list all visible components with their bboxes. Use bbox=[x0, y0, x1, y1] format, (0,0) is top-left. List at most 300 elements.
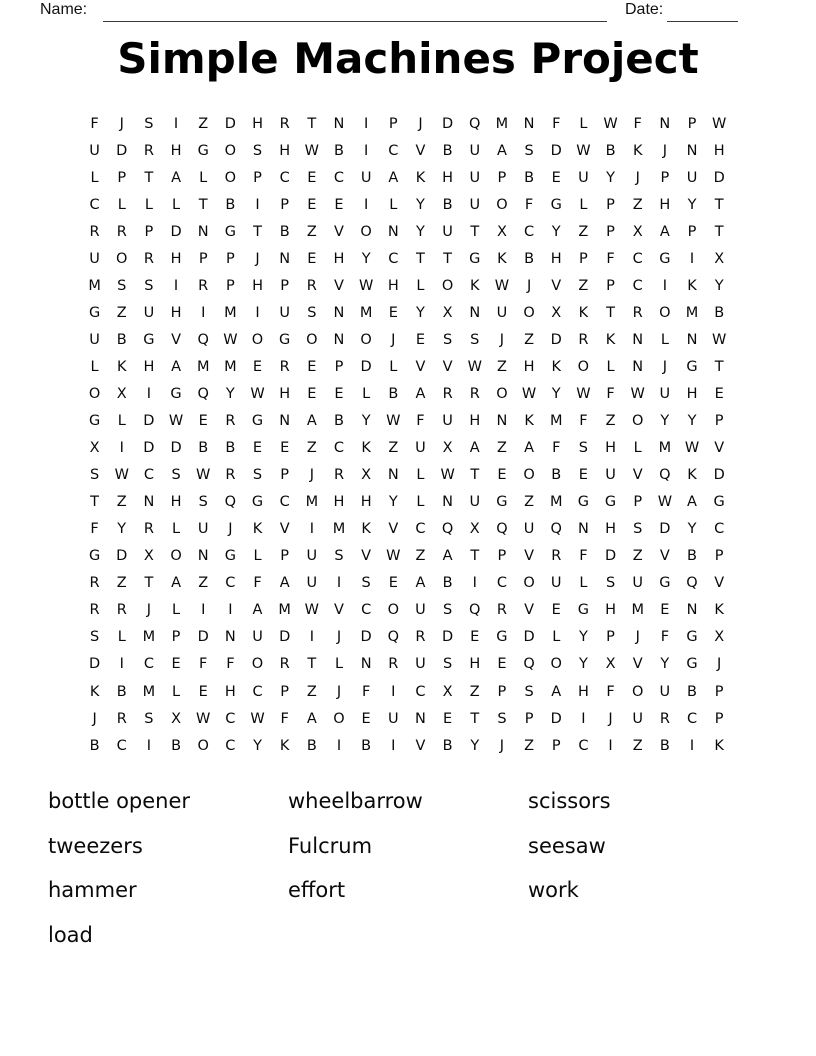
grid-letter: Q bbox=[441, 521, 454, 538]
grid-letter: R bbox=[89, 223, 100, 240]
grid-letter: Y bbox=[687, 521, 697, 538]
grid-letter: R bbox=[469, 385, 480, 402]
grid-letter: N bbox=[197, 548, 209, 565]
grid-letter: D bbox=[550, 710, 562, 727]
grid-letter: O bbox=[659, 304, 671, 321]
grid-letter: U bbox=[659, 385, 671, 402]
grid-letter: G bbox=[88, 304, 101, 321]
grid-letter: S bbox=[144, 277, 154, 294]
grid-letter: U bbox=[279, 304, 290, 321]
grid-letter: U bbox=[306, 575, 318, 592]
grid-letter: J bbox=[92, 710, 97, 727]
grid-letter: K bbox=[116, 358, 127, 375]
grid-letter: R bbox=[143, 142, 154, 159]
grid-letter: B bbox=[687, 683, 697, 700]
grid-letter: L bbox=[253, 548, 262, 565]
grid-letter: G bbox=[88, 548, 101, 565]
grid-letter: I bbox=[255, 196, 260, 213]
grid-letter: T bbox=[253, 223, 262, 240]
grid-letter: L bbox=[199, 169, 208, 186]
grid-letter: S bbox=[633, 521, 643, 538]
grid-letter: T bbox=[470, 467, 480, 484]
grid-letter: H bbox=[659, 196, 671, 213]
grid-letter: W bbox=[114, 467, 129, 484]
grid-letter: H bbox=[279, 142, 291, 159]
grid-letter: L bbox=[389, 358, 398, 375]
grid-letter: P bbox=[253, 169, 262, 186]
grid-letter: S bbox=[470, 331, 480, 348]
grid-letter: Z bbox=[632, 548, 643, 565]
grid-letter: P bbox=[714, 710, 724, 727]
grid-letter: F bbox=[552, 440, 561, 457]
grid-letter: P bbox=[280, 467, 290, 484]
grid-letter: W bbox=[440, 467, 455, 484]
grid-letter: Z bbox=[524, 737, 535, 754]
grid-letter: J bbox=[418, 115, 423, 132]
grid-letter: C bbox=[225, 575, 236, 592]
grid-letter: T bbox=[470, 710, 480, 727]
grid-letter: M bbox=[549, 494, 563, 511]
grid-letter: F bbox=[416, 413, 425, 430]
grid-letter: R bbox=[306, 277, 317, 294]
grid-letter: S bbox=[117, 277, 127, 294]
grid-letter: N bbox=[632, 331, 644, 348]
grid-letter: I bbox=[581, 710, 586, 727]
grid-letter: L bbox=[416, 494, 425, 511]
grid-letter: R bbox=[442, 385, 453, 402]
grid-letter: P bbox=[280, 277, 290, 294]
grid-letter: L bbox=[362, 385, 371, 402]
grid-letter: P bbox=[280, 196, 290, 213]
grid-letter: P bbox=[524, 710, 534, 727]
grid-letter: C bbox=[415, 521, 426, 538]
grid-letter: T bbox=[144, 575, 154, 592]
grid-letter: E bbox=[551, 602, 561, 619]
grid-letter: M bbox=[359, 304, 373, 321]
grid-letter: D bbox=[442, 629, 454, 646]
grid-letter: R bbox=[143, 521, 154, 538]
grid-letter: E bbox=[415, 331, 426, 348]
grid-letter: R bbox=[388, 656, 399, 673]
name-blank-line bbox=[103, 1, 607, 22]
grid-letter: I bbox=[391, 737, 396, 754]
grid-letter: V bbox=[334, 223, 344, 240]
grid-letter: K bbox=[605, 331, 616, 348]
grid-letter: P bbox=[551, 737, 561, 754]
grid-letter: I bbox=[336, 575, 342, 592]
grid-letter: E bbox=[307, 358, 317, 375]
grid-letter: I bbox=[309, 521, 314, 538]
grid-letter: W bbox=[494, 277, 510, 294]
grid-letter: I bbox=[689, 737, 695, 754]
grid-letter: O bbox=[360, 331, 372, 348]
grid-letter: J bbox=[608, 710, 613, 727]
grid-letter: L bbox=[172, 602, 181, 619]
grid-letter: O bbox=[523, 467, 535, 484]
grid-letter: T bbox=[416, 250, 425, 267]
grid-letter: V bbox=[632, 467, 643, 484]
grid-letter: W bbox=[223, 331, 238, 348]
grid-letter: O bbox=[523, 304, 535, 321]
grid-letter: L bbox=[660, 331, 669, 348]
grid-letter: P bbox=[579, 250, 588, 267]
grid-letter: H bbox=[523, 358, 535, 375]
grid-letter: P bbox=[497, 683, 507, 700]
grid-letter: P bbox=[714, 683, 724, 700]
grid-letter: S bbox=[252, 142, 263, 159]
grid-letter: E bbox=[307, 250, 317, 267]
grid-letter: Y bbox=[361, 250, 371, 267]
grid-letter: V bbox=[524, 602, 535, 619]
grid-letter: K bbox=[415, 169, 426, 186]
grid-letter: I bbox=[255, 304, 260, 321]
grid-letter: Y bbox=[551, 223, 561, 240]
grid-letter: V bbox=[415, 358, 426, 375]
grid-letter: G bbox=[251, 413, 264, 430]
grid-letter: E bbox=[388, 575, 398, 592]
grid-letter: Z bbox=[605, 413, 616, 430]
grid-letter: P bbox=[280, 683, 290, 700]
grid-letter: P bbox=[606, 629, 615, 646]
grid-letter: E bbox=[171, 656, 181, 673]
grid-letter: E bbox=[307, 196, 317, 213]
grid-letter: I bbox=[309, 629, 314, 646]
grid-letter: S bbox=[171, 467, 181, 484]
grid-letter: D bbox=[523, 629, 535, 646]
grid-letter: N bbox=[632, 358, 644, 375]
word-bank-item: work bbox=[528, 878, 579, 903]
grid-letter: D bbox=[143, 440, 155, 457]
grid-letter: P bbox=[606, 196, 615, 213]
grid-letter: S bbox=[524, 683, 534, 700]
grid-letter: V bbox=[714, 575, 725, 592]
grid-letter: G bbox=[143, 331, 155, 348]
grid-letter: A bbox=[306, 413, 317, 430]
grid-letter: V bbox=[415, 737, 426, 754]
grid-letter: L bbox=[552, 629, 561, 646]
grid-letter: L bbox=[90, 169, 99, 186]
grid-letter: C bbox=[333, 169, 345, 186]
grid-letter: F bbox=[606, 250, 615, 267]
word-bank-item: bottle opener bbox=[48, 789, 191, 814]
grid-letter: S bbox=[89, 629, 100, 646]
grid-letter: K bbox=[687, 467, 697, 484]
grid-letter: O bbox=[306, 331, 318, 348]
grid-letter: P bbox=[280, 548, 290, 565]
grid-letter: B bbox=[659, 737, 670, 754]
grid-letter: W bbox=[576, 385, 591, 402]
grid-letter: A bbox=[659, 223, 670, 240]
grid-letter: J bbox=[635, 629, 640, 646]
grid-letter: E bbox=[660, 602, 670, 619]
grid-letter: R bbox=[279, 115, 290, 132]
grid-letter: T bbox=[470, 223, 480, 240]
grid-letter: O bbox=[333, 710, 345, 727]
grid-letter: E bbox=[252, 358, 263, 375]
grid-letter: K bbox=[524, 413, 534, 430]
grid-letter: I bbox=[201, 304, 206, 321]
grid-letter: U bbox=[415, 440, 426, 457]
grid-letter: B bbox=[89, 737, 100, 754]
word-bank-item: load bbox=[48, 922, 93, 947]
grid-letter: Q bbox=[197, 385, 209, 402]
grid-letter: U bbox=[578, 169, 589, 186]
grid-letter: V bbox=[334, 602, 344, 619]
grid-letter: V bbox=[171, 331, 181, 348]
grid-letter: T bbox=[307, 656, 317, 673]
grid-letter: C bbox=[388, 142, 399, 159]
grid-letter: Y bbox=[388, 494, 398, 511]
grid-letter: P bbox=[687, 223, 697, 240]
grid-letter: I bbox=[336, 737, 342, 754]
grid-letter: M bbox=[305, 494, 319, 511]
grid-letter: D bbox=[170, 440, 182, 457]
grid-letter: T bbox=[714, 223, 724, 240]
grid-letter: I bbox=[228, 602, 233, 619]
grid-letter: P bbox=[714, 413, 724, 430]
grid-letter: B bbox=[687, 548, 697, 565]
grid-letter: P bbox=[687, 115, 697, 132]
grid-letter: L bbox=[579, 575, 588, 592]
grid-letter: B bbox=[279, 223, 290, 240]
grid-letter: K bbox=[252, 521, 263, 538]
grid-letter: Y bbox=[470, 737, 480, 754]
grid-letter: A bbox=[171, 358, 181, 375]
grid-letter: X bbox=[632, 223, 643, 240]
grid-letter: R bbox=[116, 710, 127, 727]
word-bank-item: wheelbarrow bbox=[288, 789, 423, 814]
grid-letter: G bbox=[577, 494, 590, 511]
grid-letter: F bbox=[90, 115, 99, 132]
grid-letter: Y bbox=[660, 413, 670, 430]
grid-letter: H bbox=[170, 142, 182, 159]
grid-letter: S bbox=[89, 467, 100, 484]
grid-letter: Y bbox=[687, 196, 697, 213]
grid-letter: W bbox=[304, 602, 319, 619]
grid-letter: S bbox=[524, 142, 534, 159]
grid-letter: N bbox=[279, 413, 291, 430]
grid-letter: F bbox=[633, 115, 642, 132]
grid-letter: F bbox=[606, 385, 615, 402]
grid-letter: D bbox=[88, 656, 101, 673]
word-bank-column bbox=[288, 779, 528, 957]
grid-letter: U bbox=[496, 304, 508, 321]
grid-letter: S bbox=[361, 575, 371, 592]
grid-letter: Q bbox=[197, 331, 209, 348]
grid-letter: Z bbox=[578, 223, 589, 240]
grid-letter: Y bbox=[416, 223, 425, 240]
grid-letter: S bbox=[497, 710, 507, 727]
grid-letter: W bbox=[630, 385, 645, 402]
grid-letter: U bbox=[659, 683, 671, 700]
grid-letter: N bbox=[387, 223, 399, 240]
grid-letter: U bbox=[469, 494, 481, 511]
grid-letter: B bbox=[171, 737, 182, 754]
grid-letter: O bbox=[360, 223, 372, 240]
grid-letter: J bbox=[119, 115, 124, 132]
grid-letter: H bbox=[143, 358, 155, 375]
grid-letter: J bbox=[391, 331, 396, 348]
grid-letter: U bbox=[469, 142, 481, 159]
grid-letter: R bbox=[89, 575, 100, 592]
grid-letter: X bbox=[714, 250, 725, 267]
grid-letter: M bbox=[142, 629, 156, 646]
grid-letter: W bbox=[467, 358, 482, 375]
grid-letter: H bbox=[469, 656, 481, 673]
grid-letter: C bbox=[225, 710, 236, 727]
grid-letter: B bbox=[225, 196, 236, 213]
grid-letter: T bbox=[714, 196, 724, 213]
word-bank-item: hammer bbox=[48, 878, 137, 903]
grid-letter: P bbox=[225, 277, 235, 294]
grid-letter: B bbox=[524, 250, 535, 267]
grid-letter: S bbox=[307, 304, 317, 321]
grid-letter: O bbox=[88, 385, 101, 402]
grid-letter: D bbox=[713, 467, 725, 484]
grid-letter: J bbox=[499, 331, 505, 348]
grid-letter: Z bbox=[524, 494, 535, 511]
grid-letter: G bbox=[224, 548, 236, 565]
word-bank-item: scissors bbox=[528, 789, 611, 814]
grid-letter: M bbox=[88, 277, 101, 294]
word-bank-item: tweezers bbox=[48, 833, 143, 858]
grid-letter: Y bbox=[714, 277, 724, 294]
grid-letter: N bbox=[415, 710, 426, 727]
grid-letter: X bbox=[442, 683, 453, 700]
grid-letter: C bbox=[225, 737, 236, 754]
grid-letter: W bbox=[684, 440, 700, 457]
grid-letter: U bbox=[605, 467, 616, 484]
grid-letter: W bbox=[168, 413, 184, 430]
grid-letter: D bbox=[170, 223, 182, 240]
grid-letter: E bbox=[198, 683, 208, 700]
grid-letter: Z bbox=[306, 223, 317, 240]
grid-letter: H bbox=[279, 385, 291, 402]
grid-letter: K bbox=[470, 277, 480, 294]
grid-letter: T bbox=[714, 358, 724, 375]
grid-letter: X bbox=[171, 710, 182, 727]
grid-letter: X bbox=[469, 521, 480, 538]
grid-letter: M bbox=[332, 521, 346, 538]
grid-letter: F bbox=[579, 413, 588, 430]
grid-letter: N bbox=[197, 223, 209, 240]
grid-letter: V bbox=[388, 521, 399, 538]
grid-letter: L bbox=[117, 413, 126, 430]
grid-letter: W bbox=[250, 385, 265, 402]
grid-letter: I bbox=[173, 277, 179, 294]
grid-letter: F bbox=[253, 575, 262, 592]
grid-letter: N bbox=[686, 331, 698, 348]
grid-letter: H bbox=[577, 683, 589, 700]
grid-letter: J bbox=[662, 358, 667, 375]
grid-letter: O bbox=[631, 413, 644, 430]
grid-letter: M bbox=[224, 304, 237, 321]
grid-letter: M bbox=[224, 358, 237, 375]
grid-letter: C bbox=[333, 440, 345, 457]
grid-letter: P bbox=[117, 169, 127, 186]
grid-letter: I bbox=[662, 277, 667, 294]
grid-letter: K bbox=[361, 440, 371, 457]
grid-letter: N bbox=[333, 115, 345, 132]
grid-letter: C bbox=[89, 196, 100, 213]
grid-letter: M bbox=[631, 602, 644, 619]
grid-letter: V bbox=[632, 656, 643, 673]
grid-letter: J bbox=[146, 602, 152, 619]
grid-letter: Y bbox=[416, 196, 425, 213]
grid-letter: P bbox=[497, 548, 507, 565]
grid-letter: S bbox=[334, 548, 344, 565]
grid-letter: U bbox=[469, 196, 481, 213]
grid-letter: B bbox=[116, 683, 127, 700]
grid-letter: P bbox=[198, 250, 208, 267]
grid-letter: B bbox=[334, 413, 344, 430]
grid-letter: W bbox=[521, 385, 537, 402]
grid-letter: J bbox=[526, 277, 532, 294]
grid-letter: C bbox=[143, 656, 154, 673]
grid-letter: D bbox=[713, 169, 725, 186]
grid-letter: T bbox=[470, 548, 480, 565]
grid-letter: C bbox=[714, 521, 725, 538]
grid-letter: A bbox=[469, 440, 480, 457]
grid-letter: Q bbox=[469, 602, 481, 619]
grid-letter: U bbox=[632, 575, 644, 592]
grid-letter: A bbox=[252, 602, 263, 619]
grid-letter: Z bbox=[524, 331, 535, 348]
grid-letter: V bbox=[659, 548, 670, 565]
grid-letter: Z bbox=[116, 575, 127, 592]
grid-letter: B bbox=[442, 196, 453, 213]
grid-letter: E bbox=[307, 169, 317, 186]
grid-letter: U bbox=[89, 331, 100, 348]
grid-letter: G bbox=[604, 494, 617, 511]
grid-letter: K bbox=[632, 142, 643, 159]
grid-letter: K bbox=[714, 737, 724, 754]
grid-letter: T bbox=[307, 115, 317, 132]
grid-letter: H bbox=[605, 440, 616, 457]
grid-letter: F bbox=[199, 656, 208, 673]
grid-letter: N bbox=[577, 521, 589, 538]
grid-letter: C bbox=[632, 250, 643, 267]
grid-letter: E bbox=[497, 656, 507, 673]
grid-letter: S bbox=[443, 656, 453, 673]
grid-letter: R bbox=[496, 602, 507, 619]
grid-letter: P bbox=[633, 494, 643, 511]
grid-letter: N bbox=[224, 629, 236, 646]
word-bank-item: seesaw bbox=[528, 833, 606, 858]
grid-letter: I bbox=[119, 656, 124, 673]
grid-letter: T bbox=[443, 250, 453, 267]
grid-letter: A bbox=[442, 548, 453, 565]
grid-letter: I bbox=[364, 115, 369, 132]
grid-letter: B bbox=[116, 331, 127, 348]
grid-letter: S bbox=[443, 331, 453, 348]
grid-letter: X bbox=[714, 629, 725, 646]
grid-letter: Q bbox=[659, 467, 671, 484]
grid-letter: T bbox=[198, 196, 208, 213]
grid-letter: U bbox=[550, 575, 562, 592]
grid-letter: U bbox=[197, 521, 209, 538]
grid-letter: H bbox=[605, 602, 616, 619]
grid-letter: C bbox=[279, 169, 290, 186]
grid-letter: A bbox=[524, 440, 535, 457]
grid-letter: L bbox=[90, 358, 99, 375]
grid-letter: C bbox=[116, 737, 127, 754]
grid-letter: L bbox=[416, 277, 425, 294]
grid-letter: S bbox=[605, 575, 616, 592]
grid-letter: X bbox=[143, 548, 154, 565]
grid-letter: E bbox=[307, 385, 317, 402]
grid-letter: R bbox=[225, 467, 236, 484]
